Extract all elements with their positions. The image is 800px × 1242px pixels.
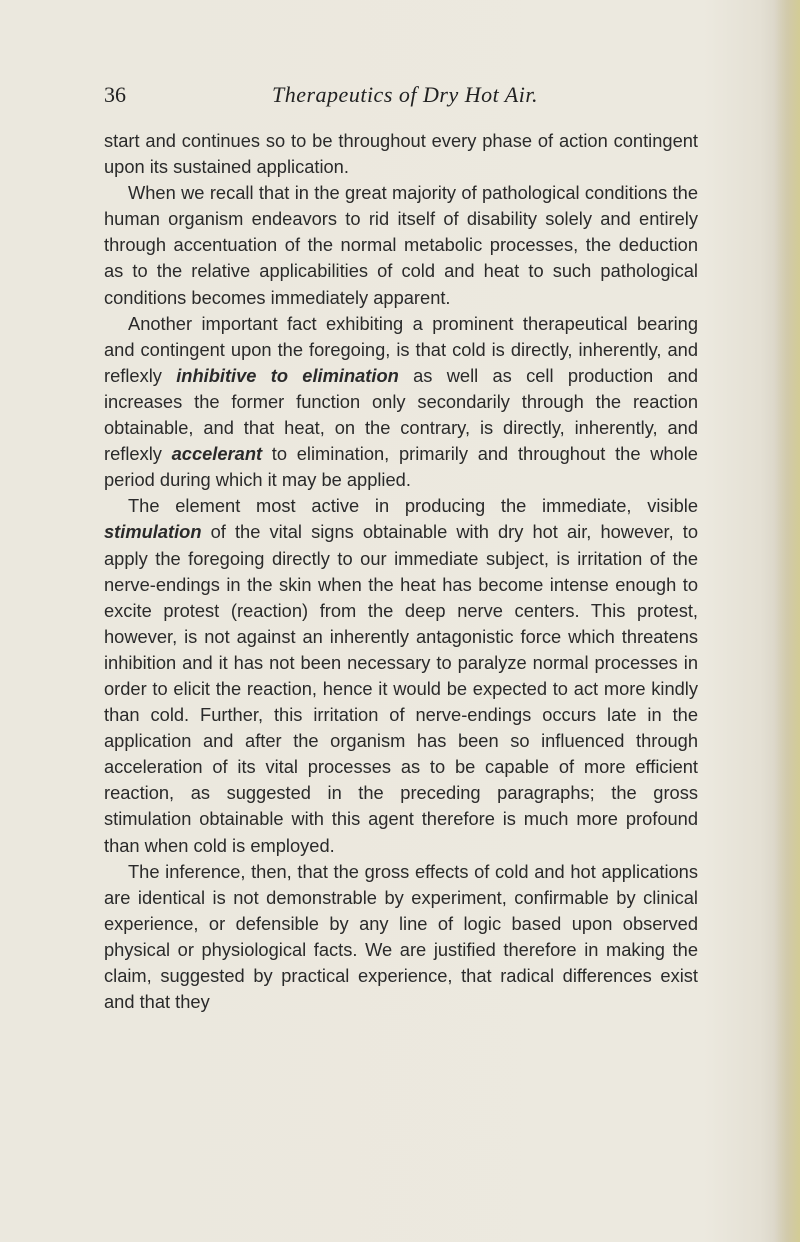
page-number: 36 (104, 82, 126, 107)
paragraph-1 (104, 128, 698, 180)
paragraph-2-text: When we recall that in the great majority of pathological conditions the human organism endeavors to rid itself of disability solely and entirely through accentuation of the normal metabolic processes, the deduction as to the relative applicabilities of cold and heat to such pathological conditions becomes immediately apparent. (104, 182, 698, 308)
paragraph-4-text-b: of the vital signs obtainable with dry hot air, however, to apply the foregoing directly to our immediate subject, is irritation of the nerve-endings in the skin when the heat has become intense enough to excite protest (reaction) from the deep nerve centers. This protest, however, is not against an inherently antagonistic force which threatens inhibition and it has not been necessary to paralyze normal processes in order to elicit the reaction, hence it would be expected to act more kindly than cold. Further, this irritation of nerve-endings occurs late in the application and after the organism has been so influenced through acceleration of its vital processes as to be capable of more efficient reaction, as suggested in the preceding paragraphs; the gross stimulation obtainable with this agent therefore is much more profound than when cold is employed. (104, 521, 698, 856)
emphasis-accelerant: accelerant (171, 443, 263, 465)
paragraph-3-text-a: Another important fact exhibiting a prominent therapeutical bearing and contingent upon the foregoing, is that cold is directly, inherently, and reflexly (104, 312, 698, 386)
body-text (104, 128, 698, 1015)
page-header (104, 82, 724, 112)
paragraph-2 (104, 180, 698, 310)
paragraph-3-text-b: as well as cell production and increases the former function only secondarily through the reaction obtainable, and that heat, on the contrary, is directly, inherently, and reflexly (104, 364, 698, 465)
paragraph-3 (104, 311, 698, 494)
emphasis-inhibitive: inhibitive to elimination (176, 364, 399, 386)
paragraph-3-text-c: to elimination, primarily and throughout the whole period during which it may be applied. (104, 443, 698, 491)
paragraph-4-text-a: The element most active in producing the immediate, visible (128, 495, 698, 517)
page-edge-shadow (774, 0, 800, 1242)
emphasis-stimulation: stimulation (104, 521, 202, 543)
running-title: Therapeutics of Dry Hot Air. (272, 82, 538, 107)
paragraph-4 (104, 493, 698, 858)
paragraph-5-text: The inference, then, that the gross effects of cold and hot applications are identical is not demonstrable by experiment, confirmable by clinical experience, or defensible by any line of logic based upon observed physical or physiological facts. We are justified therefore in making the claim, suggested by practical experience, that radical differences exist and that they (104, 860, 698, 1013)
paragraph-1-text: start and continues so to be throughout every phase of action contingent upon its sustained application. (104, 130, 698, 178)
paragraph-5 (104, 859, 698, 1016)
